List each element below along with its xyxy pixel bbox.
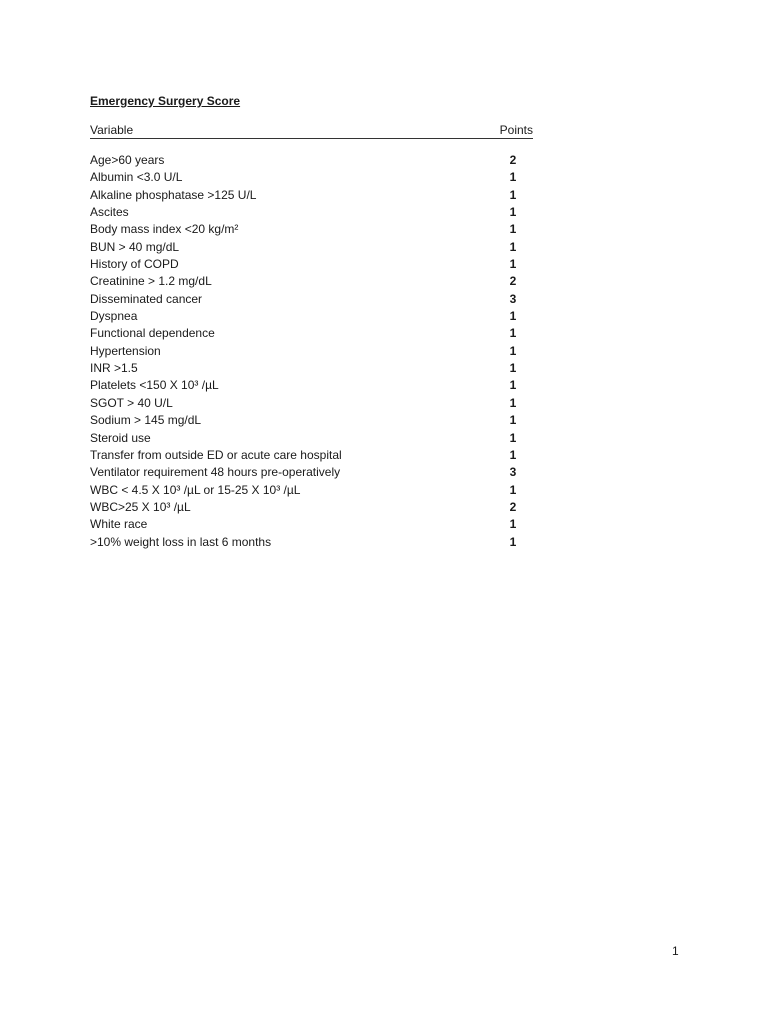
variable-name: Age>60 years xyxy=(90,153,165,167)
table-row xyxy=(90,169,533,186)
variable-name: >10% weight loss in last 6 months xyxy=(90,534,272,549)
points-value: 2 xyxy=(509,499,517,514)
table-row xyxy=(90,152,533,169)
document-title: Emergency Surgery Score xyxy=(90,94,241,108)
table-row xyxy=(90,239,533,256)
variable-name: Platelets <150 X 10³ /µL xyxy=(90,378,219,393)
table-row xyxy=(90,499,533,516)
table-row xyxy=(90,377,533,394)
variable-name: INR >1.5 xyxy=(90,361,138,376)
score-table-body xyxy=(90,152,533,551)
points-value: 2 xyxy=(509,153,517,167)
variable-name: BUN > 40 mg/dL xyxy=(90,239,180,254)
table-row xyxy=(90,482,533,499)
points-value: 1 xyxy=(509,517,517,532)
table-row xyxy=(90,325,533,342)
points-value: 1 xyxy=(509,309,517,324)
points-value: 1 xyxy=(509,361,517,376)
points-value: 1 xyxy=(509,482,517,497)
table-row xyxy=(90,273,533,290)
table-row xyxy=(90,187,533,204)
variable-name: Disseminated cancer xyxy=(90,291,203,306)
variable-name: History of COPD xyxy=(90,257,179,272)
variable-name: WBC < 4.5 X 10³ /µL or 15-25 X 10³ /µL xyxy=(90,482,301,497)
variable-name: Alkaline phosphatase >125 U/L xyxy=(90,187,257,202)
variable-name: Dyspnea xyxy=(90,309,138,324)
table-row xyxy=(90,221,533,238)
table-row xyxy=(90,291,533,308)
page-number: 1 xyxy=(672,944,679,958)
points-value: 1 xyxy=(509,378,517,393)
table-header xyxy=(90,123,533,139)
variable-name: Sodium > 145 mg/dL xyxy=(90,413,202,428)
table-row xyxy=(90,308,533,325)
variable-name: Creatinine > 1.2 mg/dL xyxy=(90,274,212,289)
table-row xyxy=(90,204,533,221)
variable-column-header: Variable xyxy=(90,123,134,137)
table-row xyxy=(90,430,533,447)
table-row xyxy=(90,516,533,533)
points-value: 1 xyxy=(509,170,517,185)
points-value: 1 xyxy=(509,205,517,220)
points-value: 1 xyxy=(509,257,517,272)
points-value: 1 xyxy=(509,326,517,341)
points-value: 1 xyxy=(509,222,517,237)
variable-name: Hypertension xyxy=(90,343,161,358)
points-value: 1 xyxy=(509,534,517,549)
table-row xyxy=(90,464,533,481)
points-value: 1 xyxy=(509,395,517,410)
points-value: 1 xyxy=(509,413,517,428)
points-value: 1 xyxy=(509,343,517,358)
table-row xyxy=(90,360,533,377)
points-value: 3 xyxy=(509,291,517,306)
table-row xyxy=(90,256,533,273)
points-value: 1 xyxy=(509,430,517,445)
variable-name: White race xyxy=(90,517,148,532)
variable-name: Transfer from outside ED or acute care hospital xyxy=(90,447,342,462)
table-row xyxy=(90,343,533,360)
points-value: 3 xyxy=(509,465,517,480)
points-column-header: Points xyxy=(499,123,533,137)
variable-name: WBC>25 X 10³ /µL xyxy=(90,499,191,514)
table-row xyxy=(90,447,533,464)
variable-name: Albumin <3.0 U/L xyxy=(90,170,183,185)
variable-name: Functional dependence xyxy=(90,326,215,341)
table-row xyxy=(90,534,533,551)
table-row xyxy=(90,395,533,412)
variable-name: Ventilator requirement 48 hours pre-operatively xyxy=(90,465,341,480)
points-value: 2 xyxy=(509,274,517,289)
table-row xyxy=(90,412,533,429)
variable-name: Body mass index <20 kg/m² xyxy=(90,222,239,237)
points-value: 1 xyxy=(509,187,517,202)
points-value: 1 xyxy=(509,239,517,254)
variable-name: Ascites xyxy=(90,205,129,220)
points-value: 1 xyxy=(509,447,517,462)
variable-name: Steroid use xyxy=(90,430,151,445)
variable-name: SGOT > 40 U/L xyxy=(90,395,173,410)
